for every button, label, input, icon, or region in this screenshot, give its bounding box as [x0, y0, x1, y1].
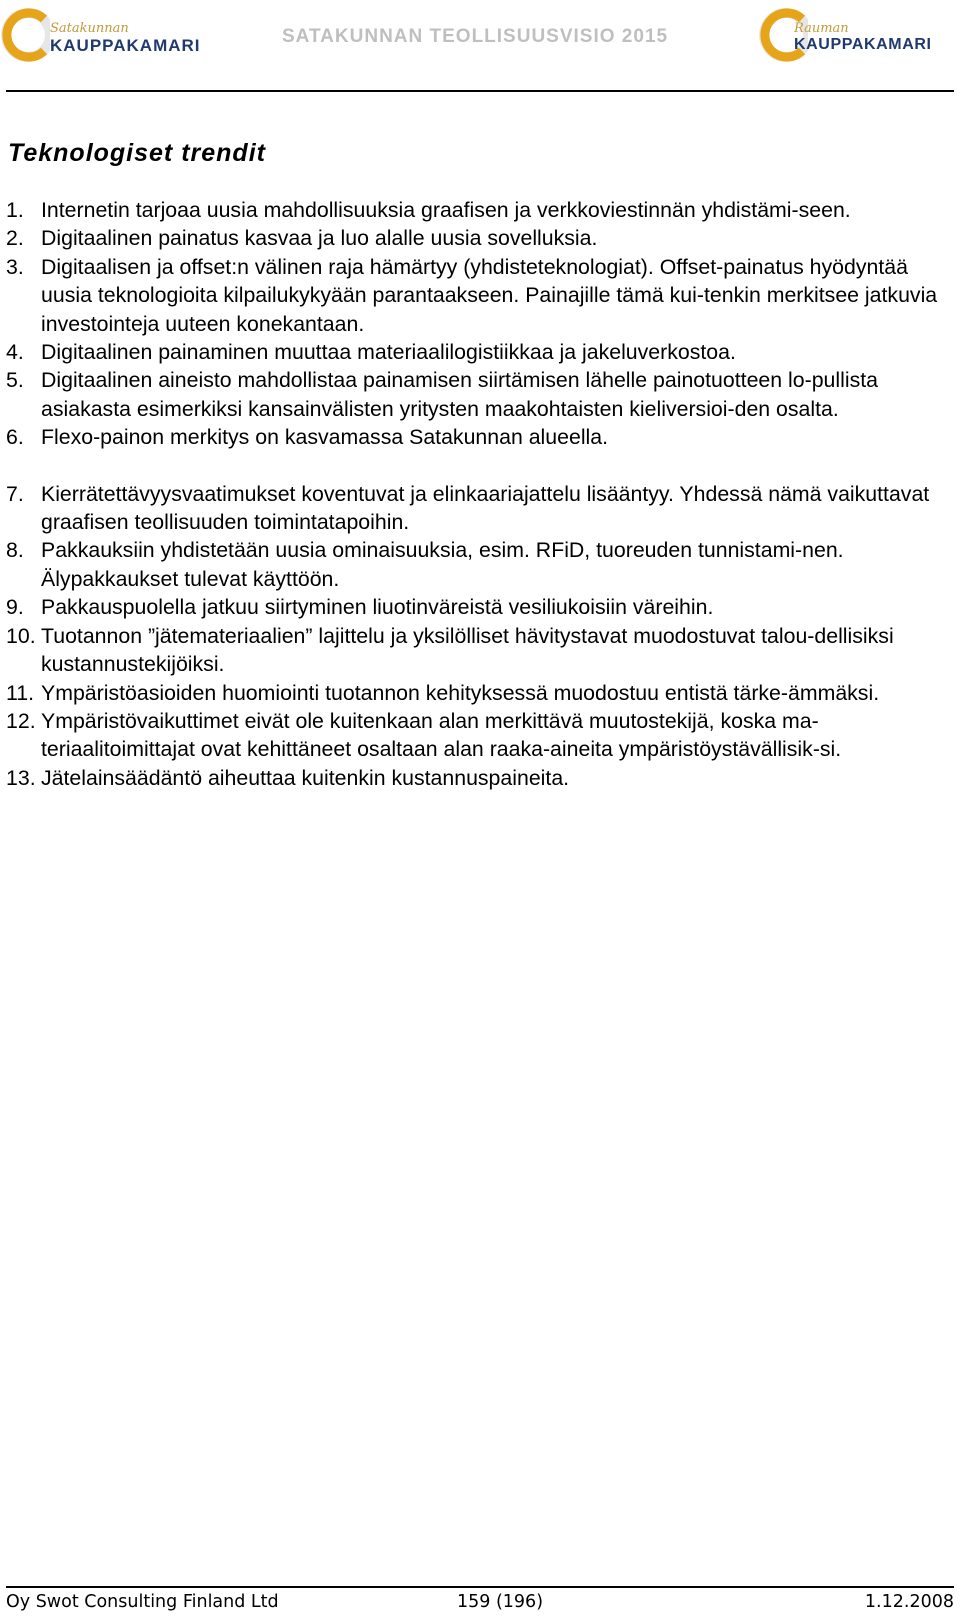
item-text: Ympäristöasioiden huomiointi tuotannon kehityksessä muodostuu entistä tärke-ämmäksi. [41, 680, 880, 705]
footer-page-number: 159 (196) [457, 1592, 544, 1612]
item-number: 12. [6, 708, 36, 733]
item-text: Tuotannon ”jätemateriaalien” lajittelu ja yksilölliset hävitystavat muodostuvat talou-dellisiksi kustannustekijöiksi. [41, 623, 894, 677]
logo-left-small-text: Satakunnan [50, 21, 129, 36]
item-text: Ympäristövaikuttimet eivät ole kuitenkaan alan merkittävä muutostekijä, koska ma-teriaalitoimittajat ovat kehittäneet osaltaan alan raaka-aineita ympäristöystävällisik-si. [41, 708, 842, 762]
item-number: 13. [6, 765, 36, 790]
list-item [6, 593, 956, 621]
footer-date: 1.12.2008 [864, 1592, 954, 1612]
trend-list [6, 196, 956, 792]
logo-left-big-text: KAUPPAKAMARI [50, 36, 201, 55]
item-number: 5. [6, 368, 24, 393]
item-text: Flexo-painon merkitys on kasvamassa Satakunnan alueella. [41, 425, 609, 450]
item-number: 9. [6, 595, 24, 620]
list-item [6, 366, 956, 423]
list-item [6, 480, 956, 537]
list-item [6, 622, 956, 679]
list-item [6, 338, 956, 366]
item-number: 11. [6, 680, 35, 705]
footer-company: Oy Swot Consulting Finland Ltd [6, 1592, 279, 1612]
item-text: Digitaalinen painaminen muuttaa materiaalilogistiikkaa ja jakeluverkostoa. [41, 340, 736, 365]
logo-right-small-text: Rauman [794, 21, 849, 36]
item-text: Pakkauksiin yhdistetään uusia ominaisuuksia, esim. RFiD, tuoreuden tunnistami-nen. Älypakkaukset tulevat käyttöön. [41, 538, 844, 591]
item-text: Kierrätettävyysvaatimukset koventuvat ja elinkaariajattelu lisääntyy. Yhdessä nämä vaikuttavat graafisen teollisuuden toimintatapoihin. [41, 481, 930, 535]
item-text: Digitaalinen aineisto mahdollistaa painamisen siirtämisen lähelle painotuotteen lo-pullista asiakasta esimerkiksi kansainvälisten yritysten maakohtaisten kieliversioi-den osalta. [41, 368, 878, 421]
item-text: Internetin tarjoaa uusia mahdollisuuksia graafisen ja verkkoviestinnän yhdistämi-seen. [41, 198, 851, 222]
page-header [0, 0, 960, 95]
item-number: 3. [6, 254, 24, 279]
footer-divider [6, 1586, 954, 1588]
list-item [6, 423, 956, 451]
list-item [6, 679, 956, 707]
item-text: Digitaalinen painatus kasvaa ja luo alalle uusia sovelluksia. [41, 226, 598, 251]
rauman-kauppakamari-logo [778, 5, 960, 65]
section-heading: Teknologiset trendit [8, 139, 266, 167]
list-item [6, 224, 956, 252]
list-item [6, 764, 956, 792]
logo-c-mark-icon [0, 5, 50, 65]
item-number: 8. [6, 538, 24, 563]
item-number: 2. [6, 226, 24, 251]
list-item [6, 253, 956, 338]
satakunnan-kauppakamari-logo [0, 5, 210, 65]
item-text: Digitaalisen ja offset:n välinen raja hämärtyy (yhdisteteknologiat). Offset-painatus hyödyntää uusia teknologioita kilpailukykyään parantaakseen. Painajille tämä kui-tenkin merkitsee jatkuvia investointeja uuteen konekantaan. [41, 254, 938, 336]
item-number: 7. [6, 481, 24, 506]
document-title: SATAKUNNAN TEOLLISUUSVISIO 2015 [282, 26, 669, 47]
item-text: Pakkauspuolella jatkuu siirtyminen liuotinväreistä vesiliukoisiin väreihin. [41, 595, 714, 620]
item-number: 10. [6, 623, 36, 648]
item-number: 1. [6, 198, 24, 222]
list-item [6, 196, 956, 224]
list-item [6, 707, 956, 764]
logo-right-big-text: KAUPPAKAMARI [794, 36, 932, 53]
item-number: 4. [6, 340, 24, 365]
item-number: 6. [6, 425, 24, 450]
item-text: Jätelainsäädäntö aiheuttaa kuitenkin kustannuspaineita. [41, 765, 570, 790]
header-divider [6, 90, 954, 92]
list-item [6, 536, 956, 593]
